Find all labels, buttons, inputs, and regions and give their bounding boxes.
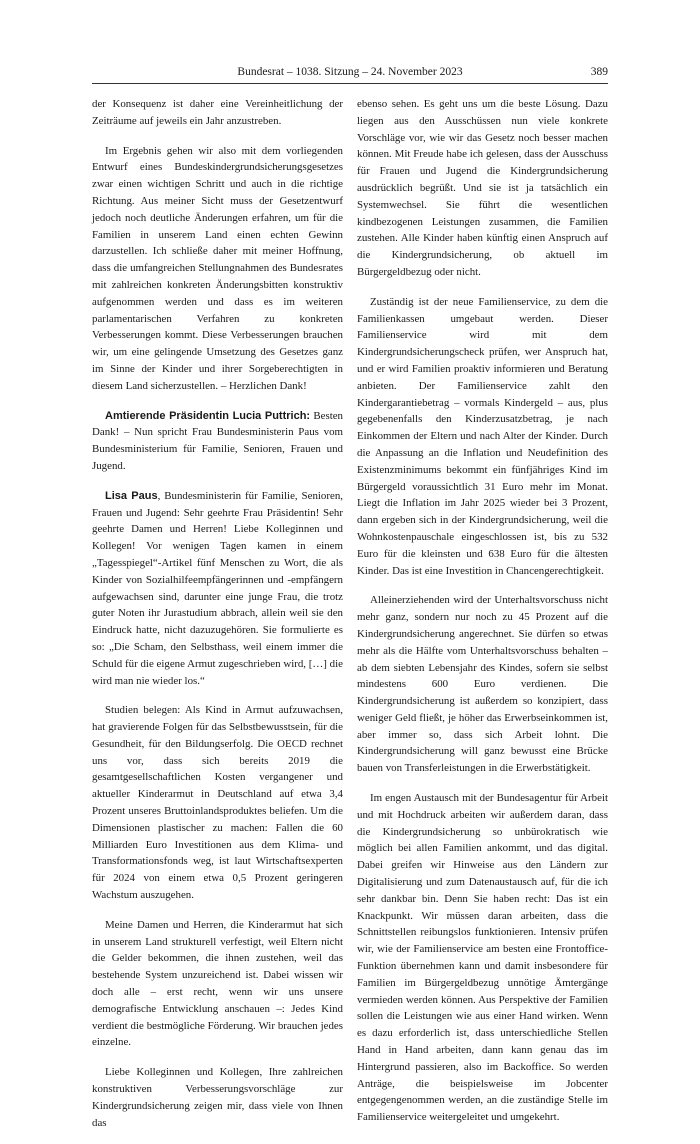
header-title: Bundesrat – 1038. Sitzung – 24. November 2023: [237, 66, 463, 78]
paragraph: Im Ergebnis gehen wir also mit dem vorliegenden Entwurf eines Bundeskindergrundsicherungsgesetzes zwar einen wichtigen Schritt und auch in die richtige Richtung. Aus meiner Sicht muss der Gesetzentwurf jedoch noch deutliche Änderungen erfahren, um für die Familien in unserem Land einen echten Gewinn darzustellen. Ich schließe daher mit meiner Hoffnung, dass die umfangreichen Stellungnahmen des Bundesrates mit zahlreichen konkreten Änderungsbitten konstruktiv aufgenommen werden und dass es im weiteren parlamentarischen Verfahren zu konkreten Verbesserungen kommt. Diese Verbesserungen brauchen wir, um eine gelingende Umsetzung des Gesetzes ganz im Sinne der Kinder und ihrer Sorgeberechtigten in diesem Land sicherzustellen. – Herzlichen Dank!: [92, 144, 343, 392]
running-header: [92, 64, 608, 84]
paragraph: Meine Damen und Herren, die Kinderarmut hat sich in unserem Land strukturell verfestigt, weil Eltern nicht die Gelder bekommen, die ihnen zustehen, weil das bestehende System unzureichend ist. Dabei wissen wir doch alle – erst recht, wenn wir uns unsere demografische Entwicklung anschauen –: Jedes Kind verdient die bestmögliche Förderung. Wir brauchen jedes einzelne.: [92, 918, 343, 1049]
paragraph: Im engen Austausch mit der Bundesagentur für Arbeit und mit Hochdruck arbeiten wir außerdem daran, dass die Kindergrundsicherung so unbürokratisch wie möglich bei allen Familien ankommt, und das digital. Dabei greifen wir Hinweise aus den Ländern zur Digitalisierung und zum Datenaustausch auf, für die ich sehr dankbar bin. Denn Sie haben recht: Das ist ein Knackpunkt. Wir müssen daran arbeiten, dass die Schnittstellen reibungslos funktionieren. Intensiv prüfen wir, wie der Familienservice am besten eine Frontoffice-Funktion übernehmen kann und damit insbesondere für Familien im Bürgergeldbezug unnötige Ämtergänge vermieden werden können. Aus Perspektive der Familien sollen die Leistungen wie aus einer Hand wirken. Wenn es dazu erforderlich ist, dass unterschiedliche Stellen Hand in Hand arbeiten, dann kann genau das im Hintergrund passieren, also im Backoffice. So werden Anträge, die beispielsweise im Jobcenter entgegengenommen werden, an die zuständige Stelle im Familienservice weitergeleitet und umgekehrt.: [357, 792, 608, 1124]
paragraph: Studien belegen: Als Kind in Armut aufzuwachsen, hat gravierende Folgen für das Selbstbewusstsein, für die Gesundheit, für den Bildungserfolg. Die OECD rechnet uns vor, dass sich bereits 2019 die gesamtgesellschaftlichen Kosten vergangener und aktueller Kinderarmut in Deutschland auf etwa 3,4 Prozent unseres Bruttoinlandsproduktes beliefen. Um die Dimensionen plastischer zu machen: Fallen die 60 Milliarden Euro Investitionen aus dem Klima- und Transformationsfonds weg, ist laut Wirtschaftsexperten für 2024 von einem etwa 0,5 Prozent geringeren Wachstum auszugehen.: [92, 704, 343, 902]
speaker-paragraph: [92, 488, 343, 690]
speaker-paragraph: [92, 408, 343, 475]
speech-text: Besten Dank! – Nun spricht Frau Bundesministerin Paus vom Bundesministerium für Familie, Senioren, Frauen und Jugend.: [92, 409, 343, 472]
speaker-name: Lisa Paus: [105, 489, 158, 502]
speaker-name: Amtierende Präsidentin Lucia Puttrich:: [105, 409, 311, 422]
speech-text: , Bundesministerin für Familie, Senioren, Frauen und Jugend: Sehr geehrte Frau Präsidentin! Sehr geehrte Damen und Herren! Liebe Kolleginnen und Kollegen! Vor wenigen Tagen kamen in einem „Tagesspiegel“-Artikel fünf Menschen zu Wort, die als Kinder von Sozialhilfeempfängerinnen und -empfängern aufgewachsen sind, darunter eine junge Frau, die trotz guter Noten ihr Jurastudium abbrach, allein weil sie den Eindruck hatte, nicht dazuzugehören. Sie formulierte es so: „Die Scham, den Selbsthass, weil einem immer die Schuld für die eigene Armut zugeschrieben wird, […] die wird man nie wieder los.“: [92, 489, 343, 687]
right-column: [357, 96, 608, 1139]
paragraph: ebenso sehen. Es geht uns um die beste Lösung. Dazu liegen aus den Ausschüssen nun viele konkrete Vorschläge vor, wie wir das Gesetz noch besser machen können. Mit Freude habe ich gelesen, dass der Ausschuss für Frauen und Jugend die Kindergrundsicherung ausdrücklich begrüßt. Und sie ist ja tatsächlich ein Systemwechsel. Sie führt die wesentlichen kindbezogenen Leistungen zusammen, die Familien zustehen. Alle Kinder haben künftig einen Anspruch auf die Kindergrundsicherung, ob aktuell im Bürgergeldbezug oder nicht.: [357, 98, 608, 278]
paragraph: Alleinerziehenden wird der Unterhaltsvorschuss nicht mehr ganz, sondern nur noch zu 45 Prozent auf die Kindergrundsicherung angerechnet. Sie dürfen so etwas mehr als die Hälfte vom Unterhaltsvorschuss behalten – ab dem siebten Lebensjahr des Kindes, sofern sie selbst mindestens 600 Euro verdienen. Die Kindergrundsicherung ist außerdem so konzipiert, dass weniger Geld fließt, je höher das Erwerbseinkommen ist, aber immer so, dass sich Arbeit lohnt. Die Kindergrundsicherung will ganz bewusst eine Brücke bauen von Transferleistungen in die Erwerbstätigkeit.: [357, 594, 608, 775]
paragraph: Zuständig ist der neue Familienservice, zu dem die Familienkassen umgebaut werden. Dieser Familienservice wird mit dem Kindergrundsicherungscheck prüfen, wer Anspruch hat, und er wird Familien proaktiv informieren und Beratung anbieten. Der Familienservice zahlt den Kindergarantiebetrag – vormals Kindergeld – aus, plus gegebenenfalls den Kinderzusatzbetrag, je nach Einkommen der Eltern und nach Alter der Kinder. Durch die Anpassung an die Inflation und Neudefinition des Existenzminimums bekommt ein fünfjähriges Kind im Bürgergeld voraussichtlich 31 Euro mehr im Monat. Liegt die Inflation im Jahr 2025 wieder bei 3 Prozent, dann ergeben sich in der Kindergrundsicherung, weil die Wohnkostenpauschale eingeschlossen ist, bis zu 532 Euro für die kleinsten und 638 Euro für die ältesten Kinder. Das ist eine Investition in Chancengerechtigkeit.: [357, 295, 608, 577]
paragraph: Liebe Kolleginnen und Kollegen, Ihre zahlreichen konstruktiven Verbesserungsvorschläge zur Kindergrundsicherung zeigen mir, dass viele von Ihnen das: [92, 1066, 343, 1129]
left-column: [92, 96, 343, 1144]
paragraph: der Konsequenz ist daher eine Vereinheitlichung der Zeiträume auf jeweils ein Jahr anzustreben.: [92, 98, 343, 127]
page-number: 389: [590, 66, 608, 78]
